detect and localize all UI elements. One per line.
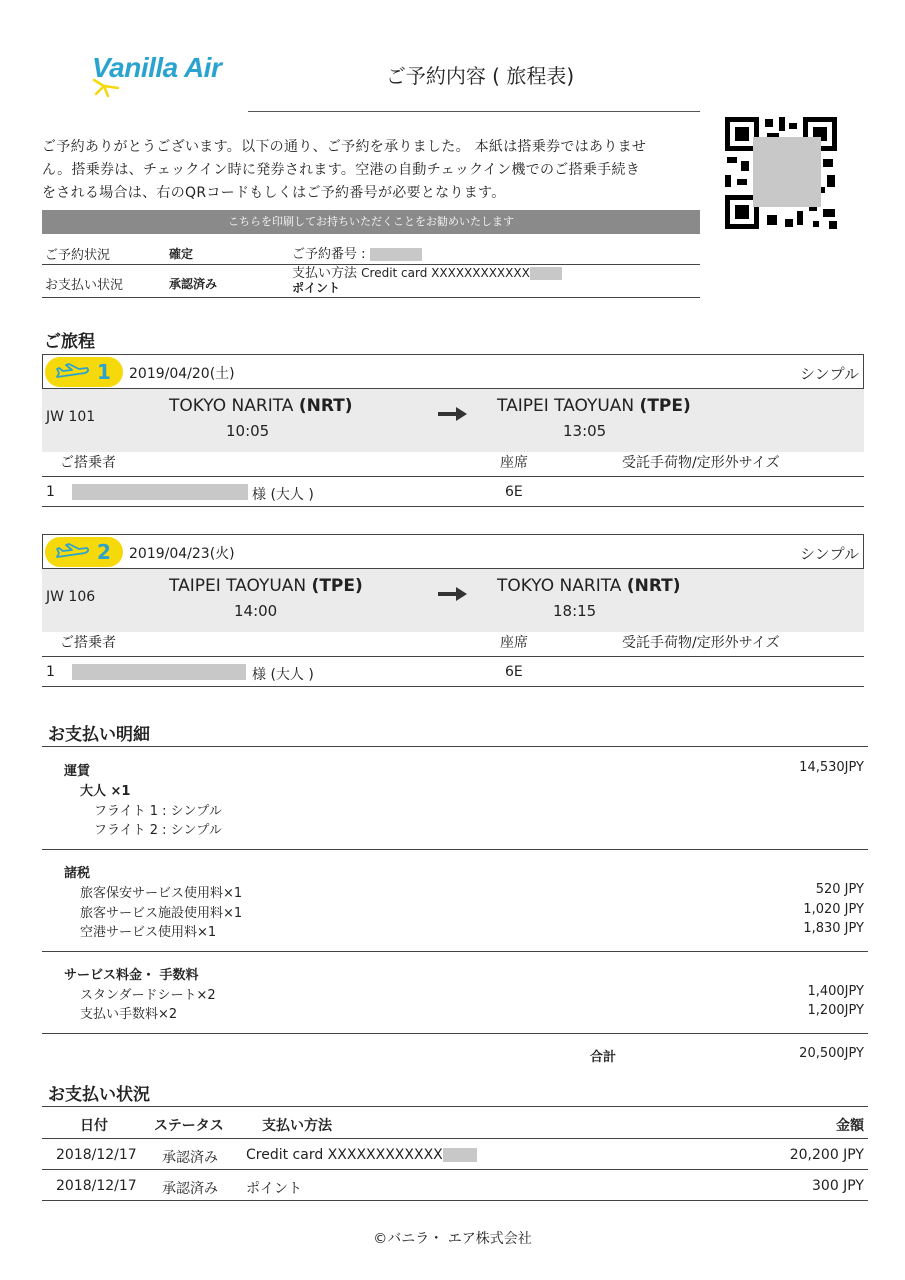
payment-method: ポイント xyxy=(246,1181,302,1197)
airplane-icon xyxy=(55,543,91,561)
status-row-payment xyxy=(42,265,700,298)
passenger-header xyxy=(42,632,864,657)
fare-flight-1: フライト 1 : シンプル xyxy=(94,804,222,819)
flight-number-badge xyxy=(45,357,123,387)
total-label: 合計 xyxy=(590,1050,617,1065)
tax-item-label: 空港サービス使用料×1 xyxy=(80,925,217,940)
passenger-label: ご搭乗者 xyxy=(60,635,116,651)
intro-line-3: をされる場合は、右のQRコードもしくはご予約番号が必要となります。 xyxy=(42,185,506,201)
baggage-label: 受託手荷物/定形外サイズ xyxy=(622,635,780,651)
intro-line-2: ん。搭乗券は、チェックイン時に発券されます。空港の自動チェックイン機でのご搭乗手続き xyxy=(42,162,641,178)
fare-label: 運賃 xyxy=(64,764,91,779)
redacted-passenger-name xyxy=(72,664,246,680)
seat-number: 6E xyxy=(505,484,523,500)
arrival-city: TOKYO NARITA xyxy=(497,576,627,596)
arrival-city: TAIPEI TAOYUAN xyxy=(497,396,640,416)
departure-city: TAIPEI TAOYUAN xyxy=(169,576,312,596)
divider xyxy=(42,849,868,850)
payment-date: 2018/12/17 xyxy=(56,1178,137,1194)
payment-status: 承認済み xyxy=(162,1150,218,1166)
flight-number-badge xyxy=(45,537,123,567)
tax-item-label: 旅客サービス施設使用料×1 xyxy=(80,906,243,921)
arrival-code: (TPE) xyxy=(639,396,691,416)
seat-number: 6E xyxy=(505,664,523,680)
departure-code: (NRT) xyxy=(298,396,353,416)
flight-header xyxy=(42,354,864,389)
arrival-airport xyxy=(497,396,691,416)
payment-details-heading: お支払い明細 xyxy=(48,725,150,745)
divider xyxy=(42,746,868,747)
copyright-footer: ©バニラ・ エア株式会社 xyxy=(373,1231,532,1247)
departure-airport xyxy=(169,396,353,416)
redacted-reservation-number xyxy=(370,248,422,261)
payment-method-label: 支払い方法 xyxy=(292,266,358,281)
table-row xyxy=(42,1139,868,1170)
print-recommendation-banner: こちらを印刷してお持ちいただくことをお勧めいたします xyxy=(42,210,700,234)
reservation-number xyxy=(292,243,422,262)
passenger-row xyxy=(42,657,864,687)
tax-item-amount: 1,830 JPY xyxy=(803,921,864,936)
adult-count: 大人 ×1 xyxy=(80,784,131,799)
passenger-index: 1 xyxy=(46,664,55,680)
redacted-card-digits xyxy=(530,267,562,280)
departure-time: 10:05 xyxy=(226,422,270,440)
flight-segment-1 xyxy=(42,354,864,506)
flight-segment-2 xyxy=(42,534,864,686)
arrow-right-icon xyxy=(438,407,468,421)
payment-status-label: お支払い状況 xyxy=(45,278,124,293)
arrival-airport xyxy=(497,576,681,596)
intro-text xyxy=(42,136,702,205)
service-item-amount: 1,400JPY xyxy=(807,984,864,999)
total-amount: 20,500JPY xyxy=(799,1046,864,1061)
flight-route xyxy=(42,569,864,632)
fare-type: シンプル xyxy=(799,365,859,383)
payment-details xyxy=(42,746,868,1066)
table-row xyxy=(42,1170,868,1201)
payment-status-heading: お支払い状況 xyxy=(48,1085,150,1105)
vanilla-air-logo xyxy=(90,50,240,100)
reservation-status-value: 確定 xyxy=(169,247,194,261)
service-fee-label: サービス料金・ 手数料 xyxy=(64,968,199,983)
fare-type: シンプル xyxy=(799,545,859,563)
departure-airport xyxy=(169,576,363,596)
payment-method xyxy=(292,266,562,296)
flight-header xyxy=(42,534,864,569)
col-amount: 金額 xyxy=(836,1118,864,1134)
reservation-number-label: ご予約番号 : xyxy=(292,247,366,262)
flight-number: JW 101 xyxy=(46,409,96,425)
passenger-type: 様 (大人 ) xyxy=(252,667,314,683)
flight-segment-number: 1 xyxy=(97,360,111,384)
fare-flight-2: フライト 2 : シンプル xyxy=(94,823,222,838)
payment-method-text: Credit card XXXXXXXXXXXX xyxy=(246,1147,443,1163)
page-title: ご予約内容 ( 旅程表) xyxy=(385,64,575,88)
divider xyxy=(42,951,868,952)
arrival-time: 18:15 xyxy=(553,602,597,620)
payment-status: 承認済み xyxy=(162,1181,218,1197)
flight-route xyxy=(42,389,864,452)
tax-item-label: 旅客保安サービス使用料×1 xyxy=(80,886,243,901)
passenger-index: 1 xyxy=(46,484,55,500)
fare-amount: 14,530JPY xyxy=(799,760,864,775)
reservation-status-label: ご予約状況 xyxy=(45,248,111,263)
passenger-row xyxy=(42,477,864,507)
logo-sunburst-icon xyxy=(92,76,122,98)
logo-text: Vanilla Air xyxy=(92,52,222,83)
divider xyxy=(42,1033,868,1034)
seat-label: 座席 xyxy=(500,635,528,651)
col-method: 支払い方法 xyxy=(262,1118,332,1134)
flight-date: 2019/04/23(火) xyxy=(129,546,235,562)
title-divider xyxy=(248,111,700,112)
departure-time: 14:00 xyxy=(234,602,278,620)
col-date: 日付 xyxy=(80,1118,108,1134)
arrival-code: (NRT) xyxy=(626,576,681,596)
itinerary-heading: ご旅程 xyxy=(44,332,95,352)
redacted-passenger-name xyxy=(72,484,248,500)
payment-amount: 300 JPY xyxy=(812,1178,864,1194)
col-status: ステータス xyxy=(154,1118,224,1134)
flight-date: 2019/04/20(土) xyxy=(129,366,235,382)
service-item-amount: 1,200JPY xyxy=(807,1003,864,1018)
passenger-type: 様 (大人 ) xyxy=(252,487,314,503)
redacted-card-digits xyxy=(443,1148,477,1162)
payment-date: 2018/12/17 xyxy=(56,1147,137,1163)
arrow-right-icon xyxy=(438,587,468,601)
seat-label: 座席 xyxy=(500,455,528,471)
payment-method-value-2: ポイント xyxy=(292,281,341,295)
flight-number: JW 106 xyxy=(46,589,96,605)
departure-city: TOKYO NARITA xyxy=(169,396,299,416)
intro-line-1: ご予約ありがとうございます。以下の通り、ご予約を承りました。 本紙は搭乗券ではありませ xyxy=(42,139,647,155)
qr-code xyxy=(723,115,839,231)
arrival-time: 13:05 xyxy=(563,422,607,440)
payment-method-value: Credit card XXXXXXXXXXXX xyxy=(361,266,530,280)
payment-status-value: 承認済み xyxy=(169,277,218,291)
service-item-label: スタンダードシート×2 xyxy=(80,988,216,1003)
flight-segment-number: 2 xyxy=(97,540,111,564)
tax-item-amount: 1,020 JPY xyxy=(803,902,864,917)
status-row-reservation xyxy=(42,238,700,265)
baggage-label: 受託手荷物/定形外サイズ xyxy=(622,455,780,471)
tax-item-amount: 520 JPY xyxy=(815,882,864,897)
tax-label: 諸税 xyxy=(64,866,91,881)
passenger-header xyxy=(42,452,864,477)
departure-code: (TPE) xyxy=(311,576,363,596)
airplane-icon xyxy=(55,363,91,381)
payment-status-table xyxy=(42,1106,868,1202)
passenger-label: ご搭乗者 xyxy=(60,455,116,471)
payment-amount: 20,200 JPY xyxy=(789,1147,864,1163)
table-header xyxy=(42,1106,868,1139)
payment-method xyxy=(246,1147,477,1163)
service-item-label: 支払い手数料×2 xyxy=(80,1007,178,1022)
